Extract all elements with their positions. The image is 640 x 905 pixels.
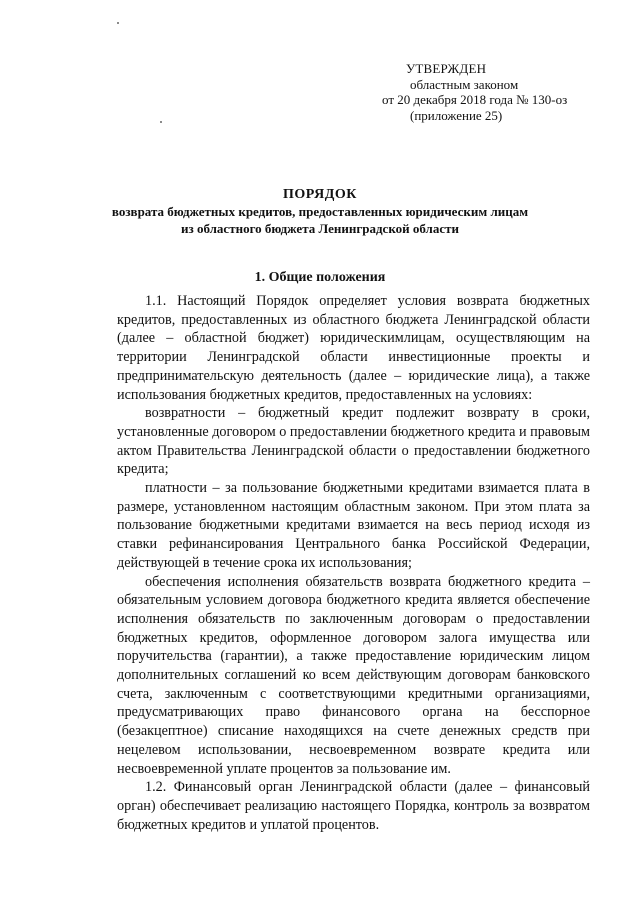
paragraph: возвратности – бюджетный кредит подлежит возврату в сроки, установленные договором о предоставлении бюджетного кредита и правовым актом Правительства Ленинградской области о предоставлении бюджетного кредита; xyxy=(117,405,590,478)
paragraph: 1.1. Настоящий Порядок определяет условия возврата бюджетных кредитов, предоставленных из областного бюджета Ленинградской области (далее – областной бюджет) юридическимлицам, осуществляющим на территории Ленинградской области инвестиционные проекты и предпринимательскую деятельность (далее – юридические лица), а также использования бюджетных кредитов, предоставленных на условиях: xyxy=(117,293,590,403)
document-subtitle-line: возврата бюджетных кредитов, предоставленных юридическим лицам xyxy=(111,204,529,219)
approval-line: областным законом xyxy=(410,76,519,92)
section-heading: 1. Общие положения xyxy=(254,270,386,285)
document-title-block xyxy=(60,186,580,237)
approval-title: УТВЕРЖДЕН xyxy=(406,61,487,76)
document-subtitle-line: из областного бюджета Ленинградской области xyxy=(181,221,459,236)
scan-speck xyxy=(117,22,119,24)
approval-line: от 20 декабря 2018 года № 130-оз xyxy=(382,92,568,107)
document-body xyxy=(117,292,590,834)
scan-speck xyxy=(160,121,162,123)
paragraph: платности – за пользование бюджетными кредитами взимается плата в размере, установленном настоящим областным законом. При этом плата за пользование бюджетными кредитами взимается на весь период исходя из ставки рефинансирования Центрального банка Российской Федерации, действующей в течение срока их использования; xyxy=(117,480,590,571)
approval-stamp xyxy=(372,61,567,123)
approval-line: (приложение 25) xyxy=(410,107,503,123)
paragraph: 1.2. Финансовый орган Ленинградской области (далее – финансовый орган) обеспечивает реализацию настоящего Порядка, контроль за возвратом бюджетных кредитов и уплатой процентов. xyxy=(117,779,590,833)
document-title: ПОРЯДОК xyxy=(283,187,357,202)
paragraph: обеспечения исполнения обязательств возврата бюджетного кредита – обязательным условием договора бюджетного кредита является обеспечение исполнения обязательств по заключенным договорам о предоставлении бюджетных кредитов, оформленное договором залога имущества или поручительства (гарантии), а также предоставление юридическим лицом дополнительных соглашений ко всем действующим договорам банковского счета, заключенным с соответствующими кредитными организациями, предусматривающих право финансового органа на бесспорное (безакцептное) списание находящихся на счете денежных средств при нецелевом использовании, несвоевременном возврате кредита или несвоевременной уплате процентов за пользование им. xyxy=(117,573,590,777)
